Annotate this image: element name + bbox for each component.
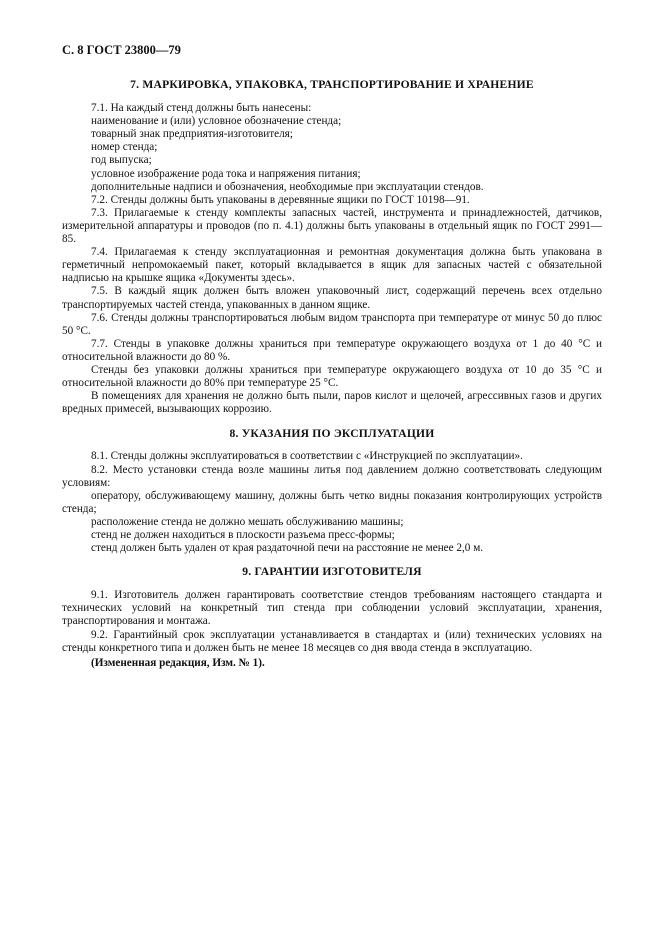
paragraph-9-2: 9.2. Гарантийный срок эксплуатации устанавливается в стандартах и (или) технических условиях на стенды конкретного типа и должен быть не менее 18 месяцев со дня ввода стенда в эксплуатацию.	[62, 628, 602, 654]
paragraph-9-1: 9.1. Изготовитель должен гарантировать соответствие стендов требованиям настоящего стандарта и технических условий на конкретный тип стенда при соблюдении условий эксплуатации, хранения, транспортирования и монтажа.	[62, 589, 602, 628]
list-item: наименование и (или) условное обозначение стенда;	[91, 115, 342, 128]
paragraph-storage-unpacked: Стенды без упаковки должны храниться при температуре окружающего воздуха от 10 до 35 °С и относительной влажности до 80% при температуре 25 °С.	[62, 363, 602, 390]
list-item: условное изображение рода тока и напряжения питания;	[91, 167, 361, 180]
list-item: год выпуска;	[91, 154, 152, 167]
paragraph-7-7: 7.7. Стенды в упаковке должны храниться при температуре окружающего воздуха от 1 до 40 °С и относительной влажности до 80 %.	[62, 337, 602, 363]
section-9-title: 9. ГАРАНТИИ ИЗГОТОВИТЕЛЯ	[242, 565, 422, 579]
section-7-title: 7. МАРКИРОВКА, УПАКОВКА, ТРАНСПОРТИРОВАНИЕ И ХРАНЕНИЕ	[130, 78, 534, 91]
paragraph-7-6: 7.6. Стенды должны транспортироваться любым видом транспорта при температуре от минус 50 до плюс 50 °С.	[62, 311, 602, 337]
paragraph-7-1: 7.1. На каждый стенд должны быть нанесены:	[91, 102, 312, 115]
list-item: стенд не должен находиться в плоскости разъема пресс-формы;	[91, 529, 395, 541]
paragraph-7-2: 7.2. Стенды должны быть упакованы в деревянные ящики по ГОСТ 10198—91.	[91, 193, 470, 206]
page-header: С. 8 ГОСТ 23800—79	[62, 43, 181, 57]
list-item: оператору, обслуживающему машину, должны быть четко видны показания контролирующих устройств стенда;	[62, 489, 602, 515]
document-body	[62, 72, 602, 670]
paragraph-8-2: 8.2. Место установки стенда возле машины литья под давлением должно соответствовать следующим условиям:	[62, 463, 602, 489]
list-item: стенд должен быть удален от края раздаточной печи на расстояние не менее 2,0 м.	[91, 542, 484, 555]
paragraph-7-5: 7.5. В каждый ящик должен быть вложен упаковочный лист, содержащий перечень всех отдельно транспортируемых частей стенда, упакованных в данном ящике.	[62, 285, 602, 311]
list-item: расположение стенда не должно мешать обслуживанию машины;	[91, 515, 404, 528]
paragraph-7-3: 7.3. Прилагаемые к стенду комплекты запасных частей, инструмента и принадлежностей, датчиков, измерительной аппаратуры и проводов (по п. 4.1) должны быть упакованы в отдельный ящик по ГОСТ 2991—85.	[62, 206, 602, 246]
paragraph-8-1: 8.1. Стенды должны эксплуатироваться в соответствии с «Инструкцией по эксплуатации».	[91, 450, 523, 463]
list-item: номер стенда;	[91, 141, 158, 154]
paragraph-storage-rooms: В помещениях для хранения не должно быть пыли, паров кислот и щелочей, агрессивных газов и других вредных примесей, вызывающих коррозию.	[62, 390, 602, 416]
paragraph-7-4: 7.4. Прилагаемая к стенду эксплуатационная и ремонтная документация должна быть упакована в герметичный непромокаемый пакет, который вкладывается в ящик для запасных частей с обязательной надписью на крышке ящика «Документы здесь».	[62, 246, 602, 285]
section-8-title: 8. УКАЗАНИЯ ПО ЭКСПЛУАТАЦИИ	[229, 427, 435, 441]
list-item: дополнительные надписи и обозначения, необходимые при эксплуатации стендов.	[91, 180, 484, 193]
list-item: товарный знак предприятия-изготовителя;	[91, 128, 293, 141]
amendment-note: (Измененная редакция, Изм. № 1).	[91, 656, 265, 669]
